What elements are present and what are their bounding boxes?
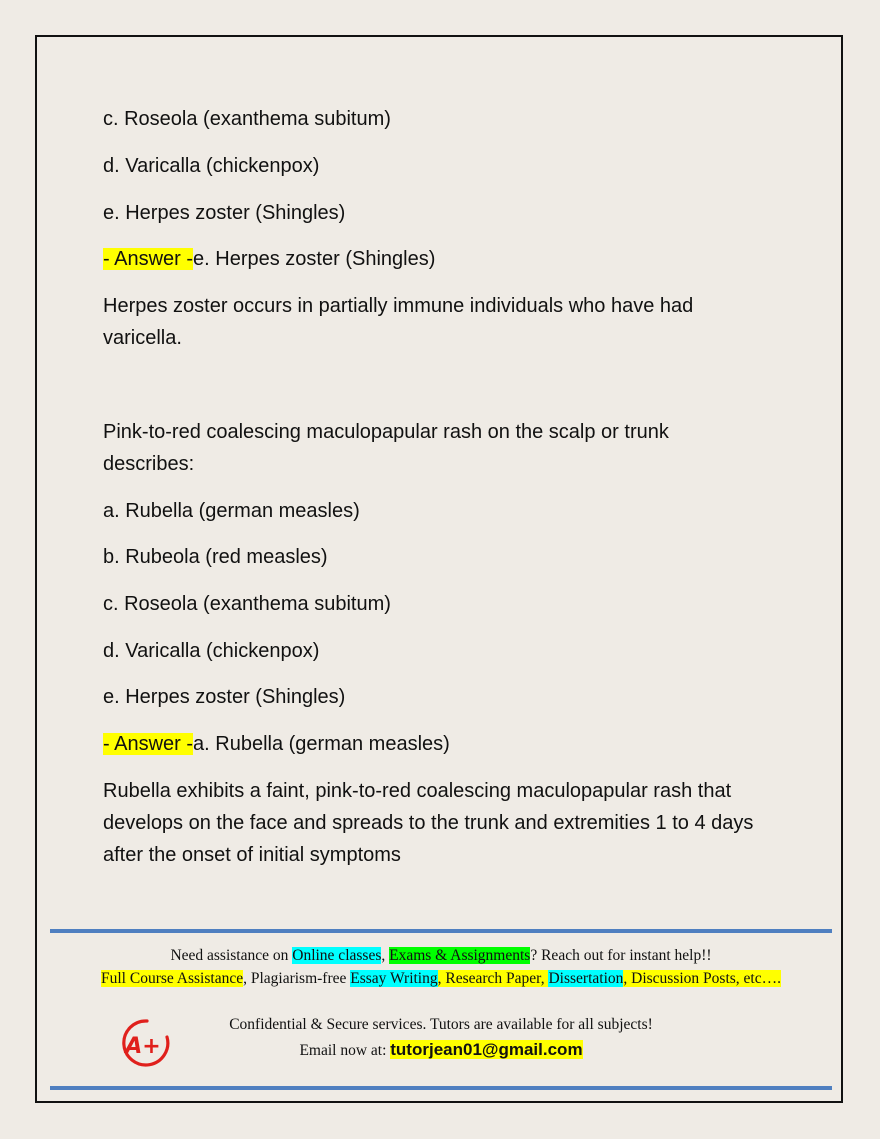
essay-highlight: Essay Writing: [350, 970, 438, 987]
q2-option-a: a. Rubella (german measles): [103, 500, 360, 522]
q1-option-d: d. Varicalla (chickenpox): [103, 155, 320, 177]
dissertation-highlight: Dissertation: [548, 970, 624, 987]
footer-text: ? Reach out for instant help!!: [530, 947, 712, 964]
q1-option-e: e. Herpes zoster (Shingles): [103, 202, 346, 224]
answer-label: - Answer -: [103, 248, 194, 270]
exams-highlight: Exams & Assignments: [389, 947, 531, 964]
q2-question: Pink-to-red coalescing maculopapular rash on the scalp or trunk describes:: [103, 421, 669, 475]
q2-option-b: b. Rubeola (red measles): [103, 546, 328, 568]
research-highlight: , Research Paper,: [437, 970, 549, 987]
footer-text: Need assistance on: [170, 947, 293, 964]
footer-line-3: Confidential & Secure services. Tutors are available for all subjects!: [229, 1016, 653, 1033]
q2-option-e: e. Herpes zoster (Shingles): [103, 686, 346, 708]
q2-option-c: c. Roseola (exanthema subitum): [103, 593, 391, 615]
answer-text: e. Herpes zoster (Shingles): [193, 248, 436, 270]
footer-promo: [50, 944, 832, 990]
answer-label: - Answer -: [103, 733, 194, 755]
q2-answer: [103, 728, 450, 760]
footer-text: , Plagiarism-free: [243, 970, 351, 987]
q1-explanation: Herpes zoster occurs in partially immune individuals who have had varicella.: [103, 295, 694, 349]
email-link[interactable]: tutorjean01@gmail.com: [390, 1040, 583, 1059]
q2-option-d: d. Varicalla (chickenpox): [103, 640, 320, 662]
footer-line-1: [50, 944, 832, 967]
q1-option-c: c. Roseola (exanthema subitum): [103, 108, 391, 130]
footer-text: ,: [381, 947, 390, 964]
discussion-highlight: , Discussion Posts, etc….: [623, 970, 781, 987]
answer-text: a. Rubella (german measles): [193, 733, 450, 755]
footer-email-line: [50, 1038, 832, 1062]
footer-bottom-rule: [50, 1086, 832, 1090]
full-course-highlight: Full Course Assistance: [101, 970, 244, 987]
logo-text: A+: [125, 1034, 161, 1059]
footer-line-2: [50, 967, 832, 990]
online-classes-highlight: Online classes: [292, 947, 382, 964]
footer-top-rule: [50, 929, 832, 933]
q1-answer: [103, 243, 435, 275]
q2-explanation: Rubella exhibits a faint, pink-to-red coalescing maculopapular rash that develops on the face and spreads to the trunk and extremities 1 to 4 days after the onset of initial symptoms: [103, 780, 754, 866]
footer-contact: [50, 1013, 832, 1062]
email-label: Email now at:: [299, 1042, 391, 1059]
